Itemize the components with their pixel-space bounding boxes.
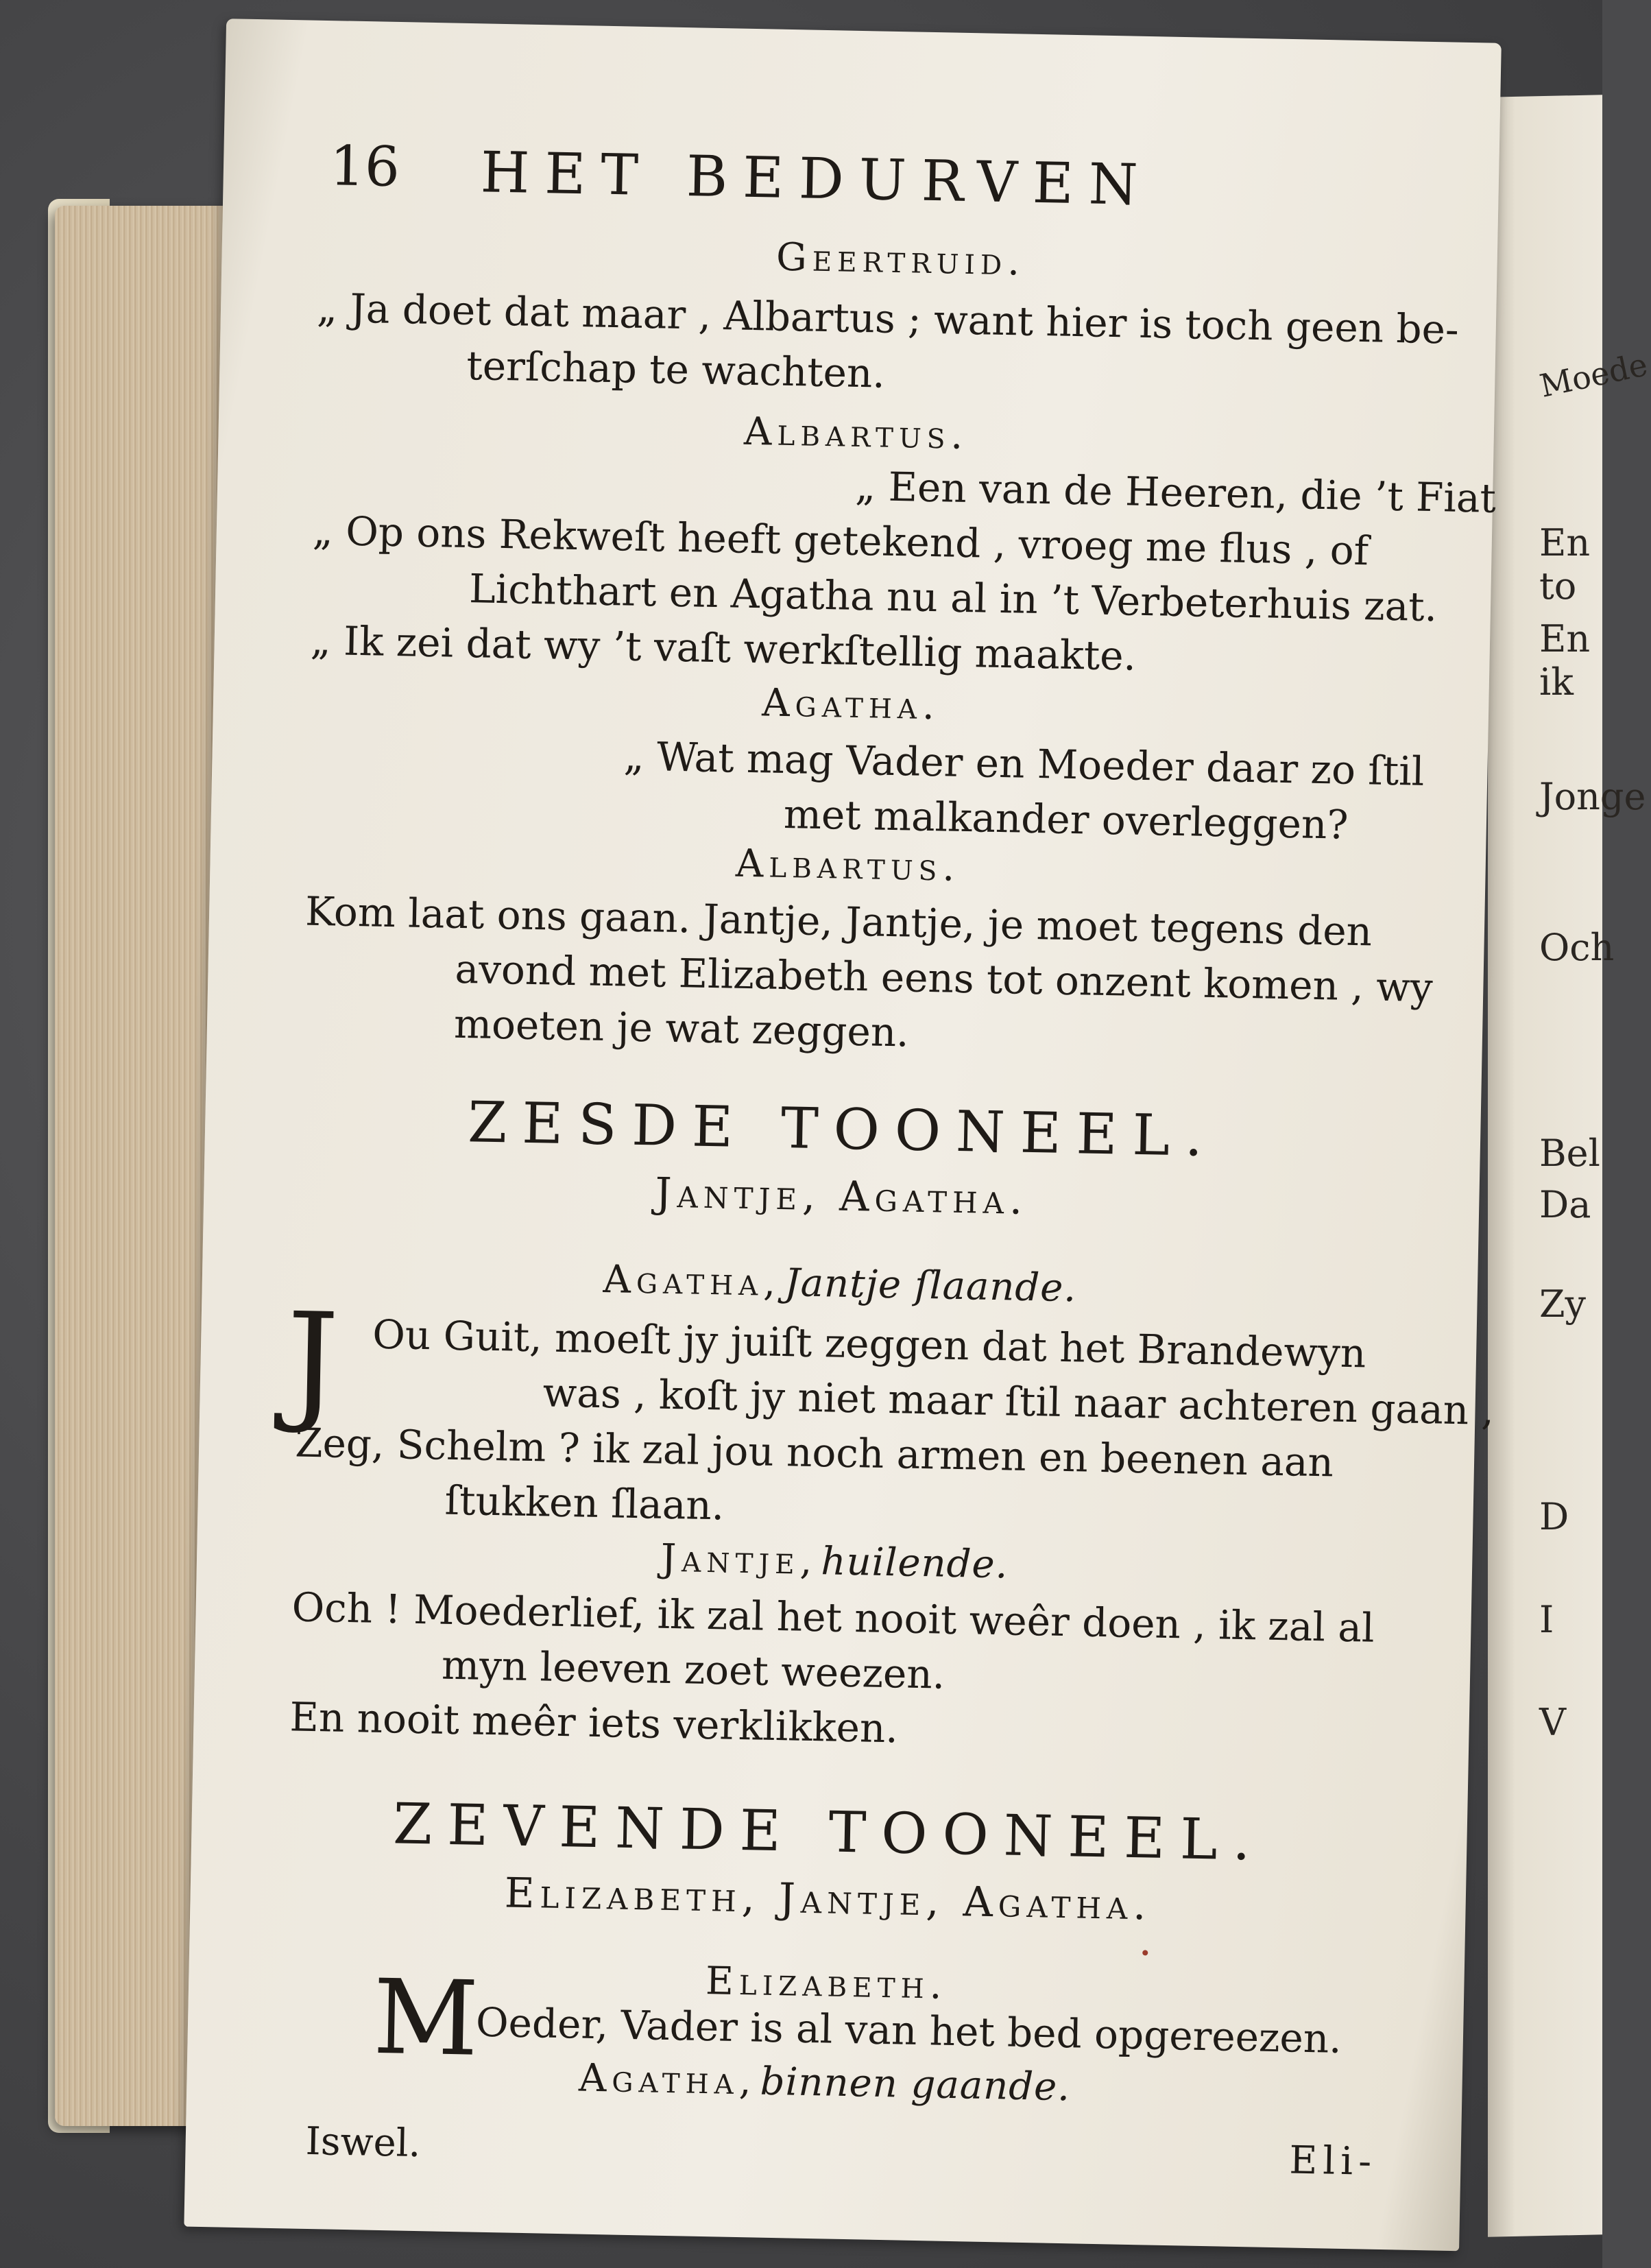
speaker-heading: Jantje, [660,1536,819,1584]
speaker-heading: Albartus. [743,409,969,459]
text-line: ſtukken ſlaan. [444,1477,725,1529]
speaker-line [202,1250,1478,1319]
text-line: met malkander overleggen? [783,790,1349,848]
text-line: „ Wat mag Vader en Moeder daar zo ſtil [623,732,1425,795]
facing-word: Och [1539,926,1615,969]
text-line: moeten je wat zeggen. [453,1000,910,1056]
facing-word: D [1539,1495,1569,1538]
scene-title: ZEVENDE TOONEEL. [392,1791,1266,1874]
speaker-heading: Albartus. [735,841,961,890]
text-line: Lichthart en Agatha nu al in ’t Verbeterhuis zat. [468,565,1438,631]
facing-word: En to [1539,521,1591,608]
text-line: myn leeven zoet weezen. [441,1641,945,1698]
facing-word: V [1539,1701,1566,1744]
drop-cap: J [285,1285,340,1437]
text-line: „ Ik zei dat wy ’t vaſt werkſtellig maakte. [310,617,1137,680]
facing-word: I [1539,1598,1554,1641]
text-line: was , koſt jy niet maar ſtil naar achteren gaan , [542,1369,1495,1435]
text-line: En nooit meêr iets verklikken. [289,1693,899,1752]
catchword-right: Eli- [1288,2138,1377,2184]
ink-speck [1142,1950,1148,1955]
stage-direction: huilende. [820,1539,1009,1588]
text-line: „ Op ons Rekweſt heeft getekend , vroeg me flus , of [312,507,1369,575]
scene-cast: Elizabeth, Jantje, Agatha. [504,1869,1153,1930]
facing-word: Jonge [1539,775,1646,818]
speaker-heading: Elizabeth. [705,1959,948,2008]
running-title: HET BEDURVEN [480,140,1154,219]
facing-word: Bel [1539,1132,1600,1175]
drop-cap: M [372,1957,480,2079]
text-line: Och ! Moederlief, ik zal het nooit weêr doen , ik zal al [291,1584,1375,1651]
book-page [184,19,1501,2251]
speaker-heading: Agatha. [761,680,941,729]
scene-cast: Jantje, Agatha. [654,1169,1028,1224]
speaker-heading: Agatha, [578,2055,758,2104]
stage-direction: binnen gaande. [760,2059,1071,2110]
scene-title: ZESDE TOONEEL. [467,1090,1218,1170]
page-number: 16 [329,134,400,200]
speaker-heading: Agatha, [602,1257,782,1306]
text-line: Oeder, Vader is al van het bed opgereezen. [475,1998,1342,2062]
facing-word: Moede [1536,346,1651,405]
text-line: Kom laat ons gaan. Jantje, Jantje, je moet tegens den [304,887,1373,955]
speaker-heading: Geertruid. [775,235,1026,285]
stage-direction: Jantje ſlaande. [784,1261,1077,1311]
facing-word: Zy [1539,1282,1587,1326]
facing-word: En ik [1539,617,1591,704]
text-line: „ Een van de Heeren, die ’t Fiat [854,462,1497,522]
text-line: Ou Guit, moeſt jy juiſt zeggen dat het Brandewyn [372,1311,1366,1377]
catchword-left: Iswel. [305,2118,422,2166]
text-line: avond met Elizabeth eens tot onzent komen , wy [454,945,1434,1012]
text-line: Zeg, Schelm ? ik zal jou noch armen en beenen aan [294,1419,1334,1486]
facing-word: Da [1539,1183,1591,1226]
text-line: „ Ja doet dat maar , Albartus ; want hier is toch geen be- [316,284,1460,353]
text-line: terſchap te wachten. [466,342,886,397]
